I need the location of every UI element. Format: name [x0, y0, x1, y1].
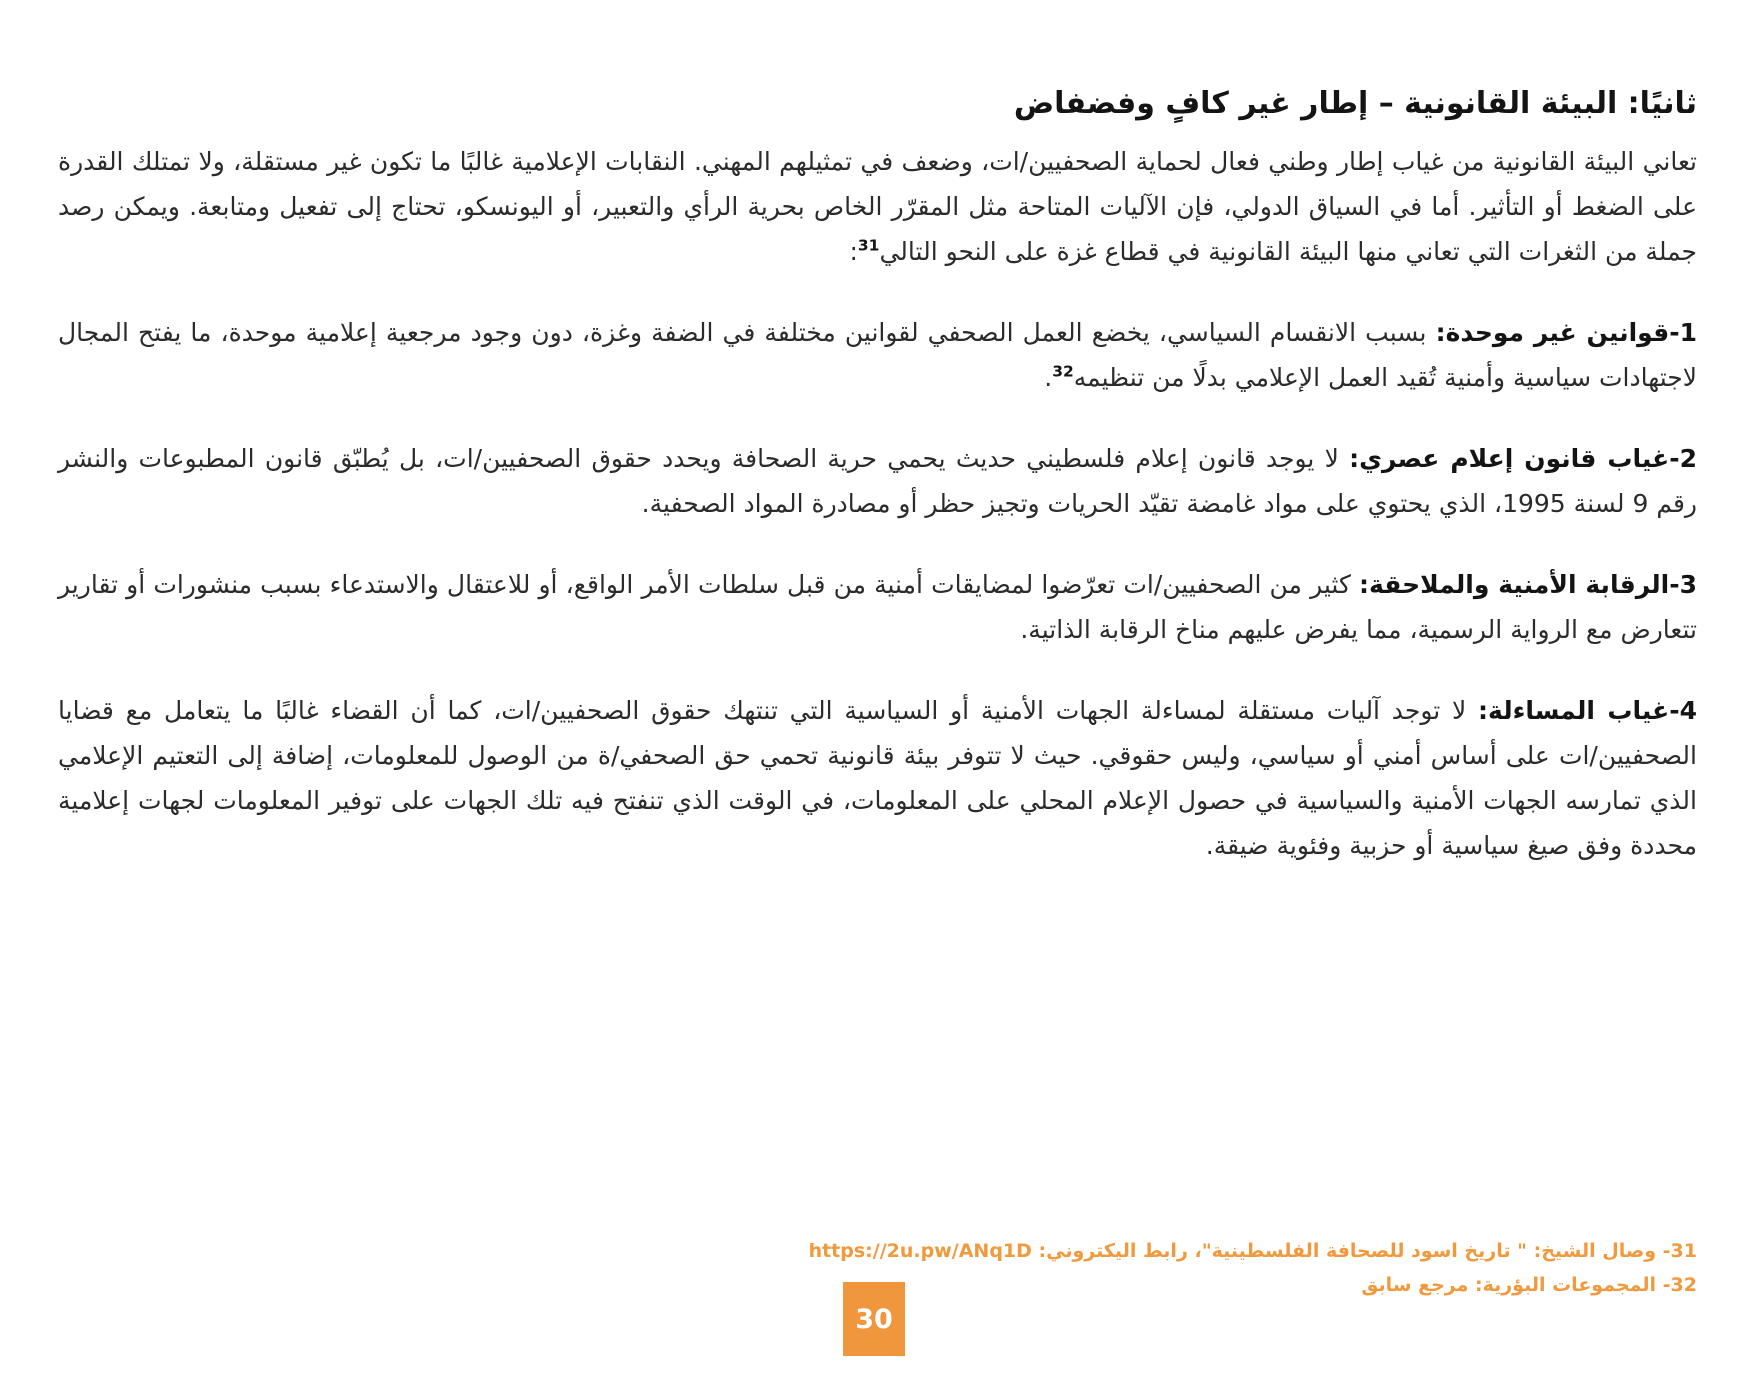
list-item-2-text: لا يوجد قانون إعلام فلسطيني حديث يحمي حرية الصحافة ويحدد حقوق الصحفيين/ات، بل يُطبّق قانون المطبوعات والنشر رقم 9 لسنة 1995، الذي يحتوي على مواد غامضة تقيّد الحريات وتجيز حظر أو مصادرة المواد الصحفية. [58, 444, 1697, 518]
list-item-1 [58, 310, 1697, 400]
list-item-1-text: بسبب الانقسام السياسي، يخضع العمل الصحفي لقوانين مختلفة في الضفة وغزة، دون وجود مرجعية إعلامية موحدة، ما يفتح المجال لاجتهادات سياسية وأمنية تُقيد العمل الإعلامي بدلًا من تنظيمه [58, 318, 1697, 392]
footnote-ref-32: 32 [1052, 362, 1074, 381]
list-item-1-tail: . [1044, 363, 1053, 392]
footnote-31 [809, 1234, 1697, 1268]
list-item-3 [58, 562, 1697, 652]
section-heading: ثانيًا: البيئة القانونية – إطار غير كافٍ وفضفاض [1013, 86, 1697, 121]
footnote-32 [809, 1268, 1697, 1302]
footnotes [809, 1234, 1697, 1302]
footnote-32-text: المجموعات البؤرية: مرجع سابق [1361, 1274, 1657, 1296]
list-item-2-lead: 2-غياب قانون إعلام عصري: [1349, 444, 1697, 473]
footnote-ref-31: 31 [857, 236, 880, 255]
list-item-4 [58, 688, 1697, 868]
intro-paragraph [58, 139, 1697, 274]
page-number: 30 [855, 1303, 893, 1335]
list-item-1-lead: 1-قوانين غير موحدة: [1435, 318, 1698, 347]
list-item-3-text: كثير من الصحفيين/ات تعرّضوا لمضايقات أمنية من قبل سلطات الأمر الواقع، أو للاعتقال والاستدعاء بسبب منشورات أو تقارير تتعارض مع الرواية الرسمية، مما يفرض عليهم مناخ الرقابة الذاتية. [58, 570, 1697, 644]
list-item-4-text: لا توجد آليات مستقلة لمساءلة الجهات الأمنية أو السياسية التي تنتهك حقوق الصحفيين/ات، كما أن القضاء غالبًا ما يتعامل مع قضايا الصحفيين/ات على أساس أمني أو سياسي، وليس حقوقي. حيث لا تتوفر بيئة قانونية تحمي حق الصحفي/ة من الوصول للمعلومات، إضافة إلى التعتيم الإعلامي الذي تمارسه الجهات الأمنية والسياسية في حصول الإعلام المحلي على المعلومات، في الوقت الذي تنفتح فيه تلك الجهات على توفير المعلومات لجهات إعلامية محددة وفق صيغ سياسية أو حزبية وفئوية ضيقة. [58, 696, 1697, 860]
page-number-badge [843, 1282, 905, 1356]
intro-text: تعاني البيئة القانونية من غياب إطار وطني فعال لحماية الصحفيين/ات، وضعف في تمثيلهم المهني. النقابات الإعلامية غالبًا ما تكون غير مستقلة، ولا تمتلك القدرة على الضغط أو التأثير. أما في السياق الدولي، فإن الآليات المتاحة مثل المقرّر الخاص بحرية الرأي والتعبير، أو اليونسكو، تحتاج إلى تفعيل ومتابعة. ويمكن رصد جملة من الثغرات التي تعاني منها البيئة القانونية في قطاع غزة على النحو التالي [58, 147, 1697, 266]
intro-tail: : [849, 237, 858, 266]
footnote-31-url[interactable]: https://2u.pw/ANq1D [808, 1240, 1032, 1262]
list-item-4-lead: 4-غياب المساءلة: [1478, 696, 1698, 725]
list-item-2 [58, 436, 1697, 526]
footnote-31-text: وصال الشيخ: " تاريخ اسود للصحافة الفلسطينية"، رابط اليكتروني: [1038, 1240, 1657, 1262]
list-item-3-lead: 3-الرقابة الأمنية والملاحقة: [1358, 570, 1697, 599]
footnote-31-label: 31- [1662, 1240, 1697, 1262]
footnote-32-label: 32- [1662, 1274, 1697, 1296]
